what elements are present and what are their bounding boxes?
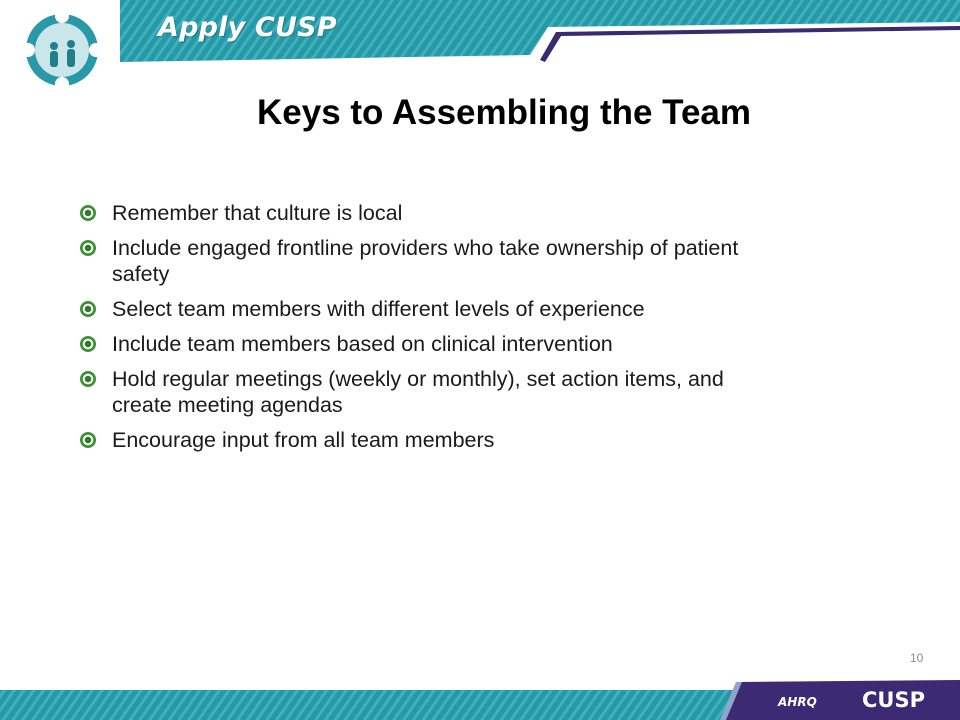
slide-title: Keys to Assembling the Team bbox=[256, 93, 752, 132]
header-band bbox=[0, 0, 960, 90]
bullet-item bbox=[78, 427, 778, 453]
bullet-item bbox=[78, 296, 778, 322]
target-bullet-icon bbox=[80, 371, 96, 387]
bullet-text: Remember that culture is local bbox=[112, 201, 403, 225]
target-bullet-icon bbox=[80, 432, 96, 448]
bullet-item bbox=[78, 331, 778, 357]
banner-title: Apply CUSP bbox=[158, 12, 337, 43]
bullet-text: Encourage input from all team members bbox=[112, 428, 495, 452]
bullet-list bbox=[78, 200, 778, 462]
bullet-text: Include team members based on clinical intervention bbox=[112, 332, 613, 356]
bullet-text: Hold regular meetings (weekly or monthly), set action items, and create meeting agendas bbox=[112, 367, 724, 417]
bullet-text: Select team members with different levels of experience bbox=[112, 297, 645, 321]
bullet-text: Include engaged frontline providers who take ownership of patient safety bbox=[112, 236, 739, 286]
target-bullet-icon bbox=[80, 205, 96, 221]
bullet-item bbox=[78, 200, 778, 226]
target-bullet-icon bbox=[80, 301, 96, 317]
target-bullet-icon bbox=[80, 240, 96, 256]
bullet-item bbox=[78, 366, 778, 418]
bullet-item bbox=[78, 235, 778, 287]
cusp-logo: CUSP bbox=[862, 688, 925, 712]
puzzle-ring-logo-icon bbox=[22, 10, 102, 90]
ahrq-logo: AHRQ bbox=[778, 695, 817, 709]
page-number: 10 bbox=[910, 651, 924, 665]
target-bullet-icon bbox=[80, 336, 96, 352]
